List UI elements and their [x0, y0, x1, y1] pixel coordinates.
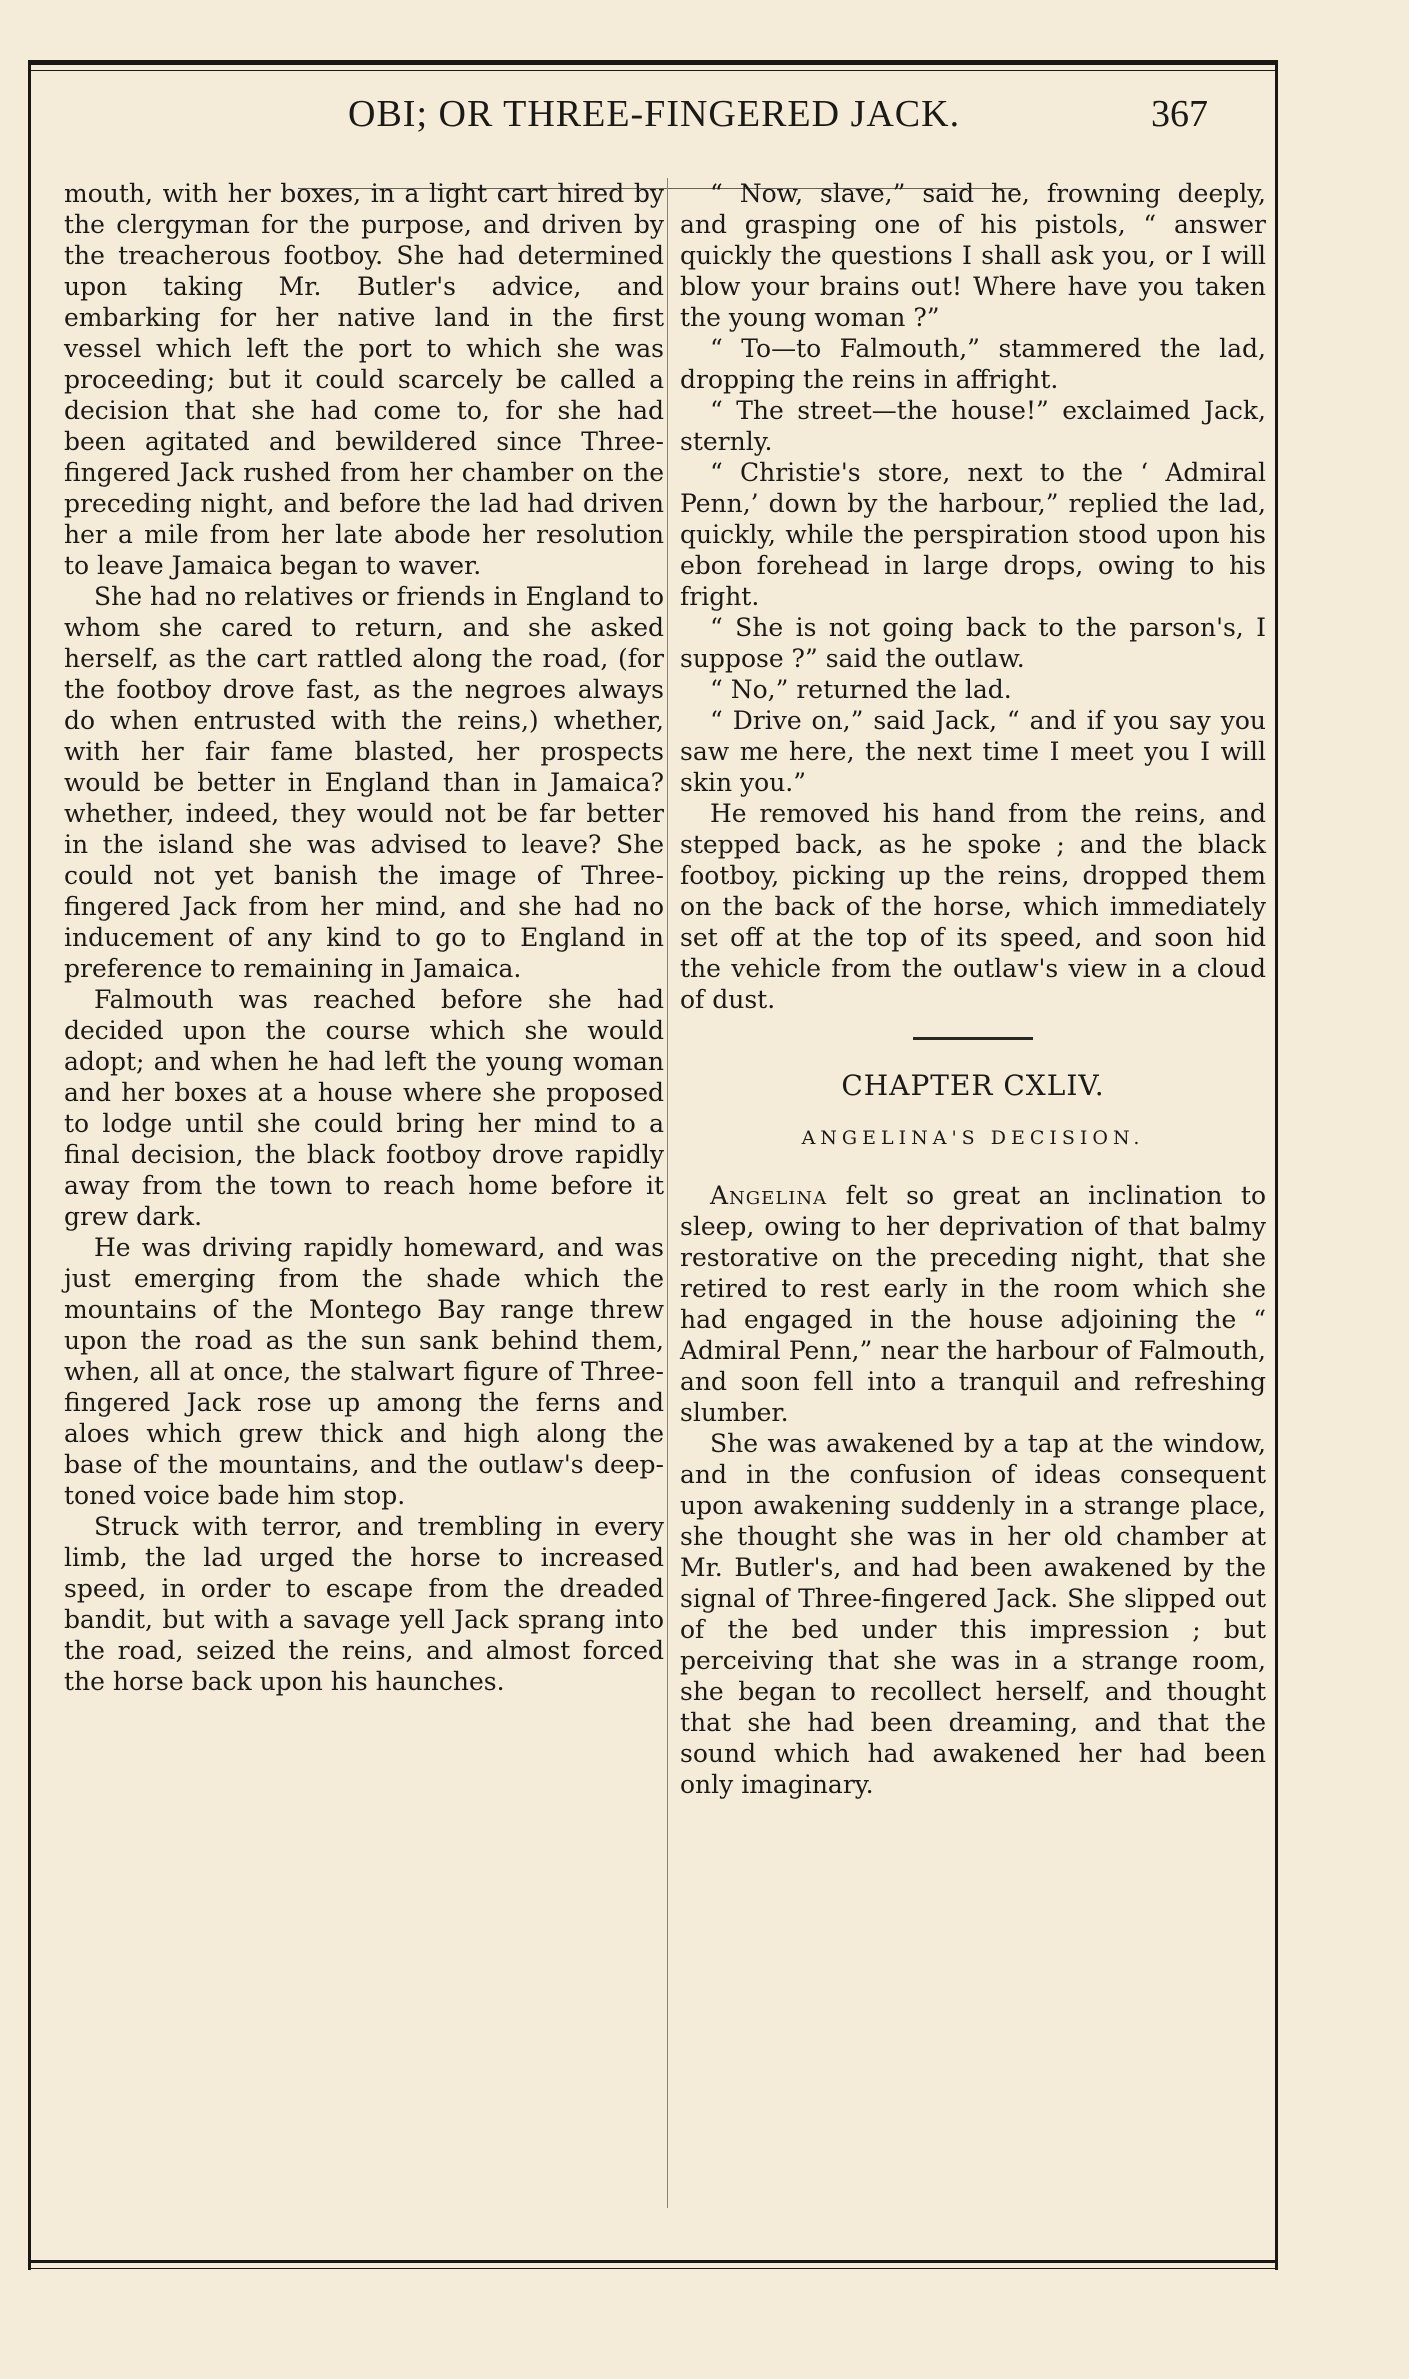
paragraph: “ The street—the house!” exclaimed Jack, sternly.	[680, 396, 1266, 456]
paragraph: “ Now, slave,” said he, frowning deeply, and grasping one of his pistols, “ answer quickly the questions I shall ask you, or I will blow your brains out! Where have you taken the young woman ?”	[680, 179, 1266, 332]
bottom-border-thin-rule	[28, 2268, 1278, 2269]
chapter-ornament-rule	[913, 1037, 1033, 1040]
left-border	[28, 60, 31, 2270]
paragraph: Struck with terror, and trembling in every limb, the lad urged the horse to increased speed, in order to escape from the dreaded bandit, but with a savage yell Jack sprang into the road, seized the reins, and almost forced the horse back upon his haunches.	[64, 1512, 664, 1696]
paragraph: mouth, with her boxes, in a light cart hired by the clergyman for the purpose, and driven by the treacherous footboy. She had determined upon taking Mr. Butler's advice, and embarking for her native land in the first vessel which left the port to which she was proceeding; but it could scarcely be called a decision that she had come to, for she had been agitated and bewildered since Three-fingered Jack rushed from her chamber on the preceding night, and before the lad had driven her a mile from her late abode her resolution to leave Jamaica began to waver.	[64, 179, 664, 580]
chapter-opening-word: Angelina	[710, 1181, 828, 1210]
paragraph-text: felt so great an inclination to sleep, owing to her deprivation of that balmy restorative on the preceding night, that she retired to rest early in the room which she had engaged in the house adjoining the “ Admiral Penn,” near the harbour of Falmouth, and soon fell into a tranquil and refreshing slumber.	[680, 1181, 1266, 1427]
paragraph: “ To—to Falmouth,” stammered the lad, dropping the reins in affright.	[680, 334, 1266, 394]
running-title: OBI; OR THREE-FINGERED JACK.	[348, 93, 961, 135]
top-border-thin-rule	[28, 70, 1278, 71]
right-column	[680, 178, 1266, 1800]
paragraph: “ Christie's store, next to the ‘ Admiral Penn,’ down by the harbour,” replied the lad, quickly, while the perspiration stood upon his ebon forehead in large drops, owing to his fright.	[680, 458, 1266, 611]
chapter-opening-paragraph	[680, 1180, 1266, 1428]
right-border	[1275, 60, 1278, 2270]
chapter-subtitle: ANGELINA'S DECISION.	[801, 1127, 1145, 1149]
chapter-title: CHAPTER CXLIV.	[841, 1069, 1105, 1102]
paragraph: “ She is not going back to the parson's, I suppose ?” said the outlaw.	[680, 613, 1266, 673]
paragraph: “ No,” returned the lad.	[710, 675, 1012, 704]
paragraph: She had no relatives or friends in England to whom she cared to return, and she asked herself, as the cart rattled along the road, (for the footboy drove fast, as the negroes always do when entrusted with the reins,) whether, with her fair fame blasted, her prospects would be better in England than in Jamaica? whether, indeed, they would not be far better in the island she was advised to leave? She could not yet banish the image of Three-fingered Jack from her mind, and she had no inducement of any kind to go to England in preference to remaining in Jamaica.	[64, 582, 664, 983]
page-number: 367	[1151, 93, 1208, 135]
page-header	[28, 92, 1278, 152]
column-divider	[667, 178, 668, 2208]
paragraph: Falmouth was reached before she had decided upon the course which she would adopt; and when he had left the young woman and her boxes at a house where she proposed to lodge until she could bring her mind to a final decision, the black footboy drove rapidly away from the town to reach home before it grew dark.	[64, 985, 664, 1231]
paragraph: “ Drive on,” said Jack, “ and if you say you saw me here, the next time I meet you I will skin you.”	[680, 706, 1266, 797]
book-page	[28, 60, 1278, 2290]
top-border-rule	[28, 60, 1278, 65]
left-column	[64, 178, 664, 1697]
paragraph: He was driving rapidly homeward, and was just emerging from the shade which the mountains of the Montego Bay range threw upon the road as the sun sank behind them, when, all at once, the stalwart figure of Three-fingered Jack rose up among the ferns and aloes which grew thick and high along the base of the mountains, and the outlaw's deep-toned voice bade him stop.	[64, 1233, 664, 1510]
paragraph: He removed his hand from the reins, and stepped back, as he spoke ; and the black footboy, picking up the reins, dropped them on the back of the horse, which immediately set off at the top of its speed, and soon hid the vehicle from the outlaw's view in a cloud of dust.	[680, 799, 1266, 1014]
paragraph: She was awakened by a tap at the window, and in the confusion of ideas consequent upon awakening suddenly in a strange place, she thought she was in her old chamber at Mr. Butler's, and had been awakened by the signal of Three-fingered Jack. She slipped out of the bed under this impression ; but perceiving that she was in a strange room, she began to recollect herself, and thought that she had been dreaming, and that the sound which had awakened her had been only imaginary.	[680, 1429, 1266, 1799]
bottom-border-rule	[28, 2260, 1278, 2263]
